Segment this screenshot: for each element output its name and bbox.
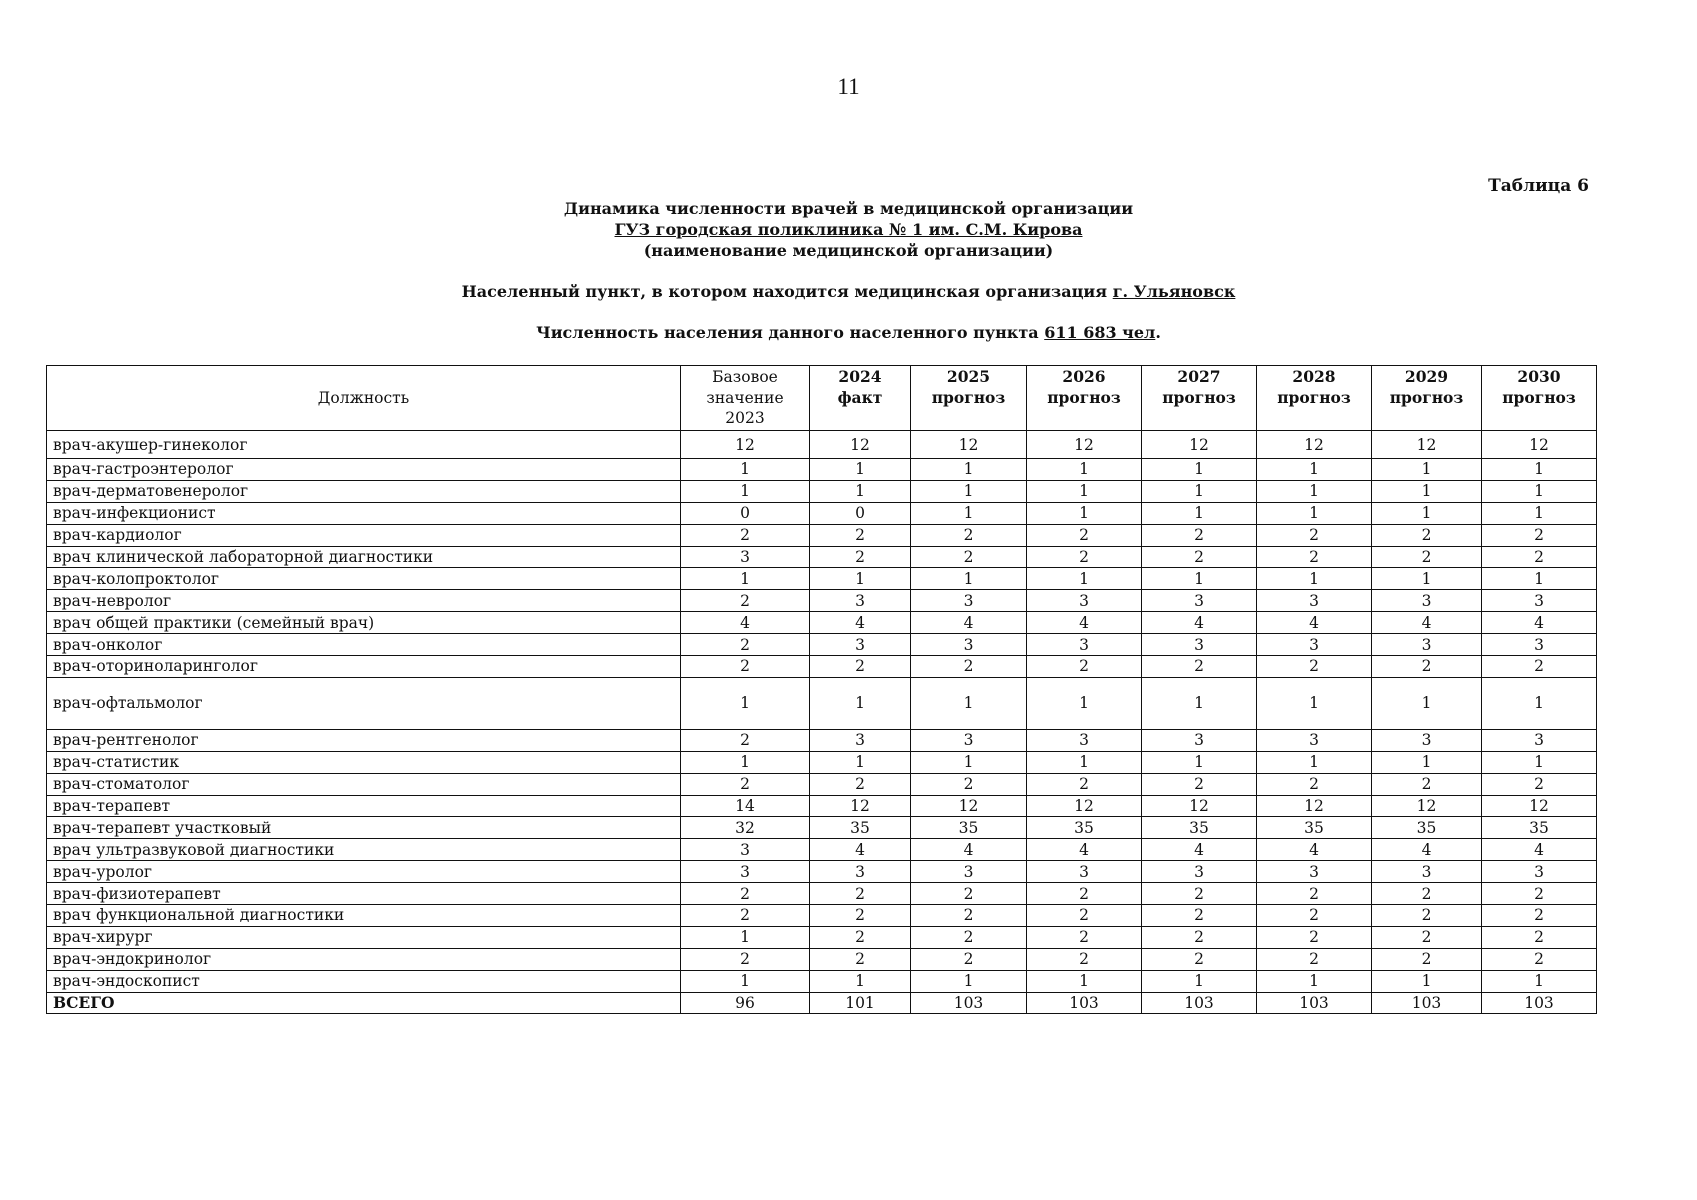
position-name-cell: ВСЕГО — [47, 992, 681, 1014]
value-cell: 2 — [1482, 656, 1597, 678]
table-row — [47, 817, 1597, 839]
value-cell: 2 — [1372, 656, 1482, 678]
value-cell: 2 — [1142, 926, 1257, 948]
value-cell: 2 — [1482, 926, 1597, 948]
value-cell: 12 — [911, 795, 1027, 817]
header-2025 — [911, 366, 1027, 431]
table-row — [47, 948, 1597, 970]
value-cell: 2 — [1257, 524, 1372, 546]
table-row — [47, 590, 1597, 612]
value-cell: 96 — [681, 992, 810, 1014]
value-cell: 3 — [1482, 634, 1597, 656]
value-cell: 3 — [1142, 729, 1257, 751]
position-name-cell: врач-терапевт — [47, 795, 681, 817]
value-cell: 3 — [810, 634, 911, 656]
value-cell: 0 — [810, 502, 911, 524]
population-value: 611 683 чел — [1044, 323, 1156, 342]
position-name-cell: врач-акушер-гинеколог — [47, 431, 681, 459]
table-row — [47, 751, 1597, 773]
value-cell: 2 — [1142, 524, 1257, 546]
position-name-cell: врач-инфекционист — [47, 502, 681, 524]
value-cell: 3 — [1257, 590, 1372, 612]
value-cell: 12 — [810, 431, 911, 459]
value-cell: 1 — [681, 751, 810, 773]
value-cell: 2 — [681, 948, 810, 970]
value-cell: 4 — [1372, 612, 1482, 634]
header-2026-kind: прогноз — [1047, 387, 1121, 407]
value-cell: 2 — [1257, 905, 1372, 927]
value-cell: 2 — [681, 656, 810, 678]
value-cell: 12 — [911, 431, 1027, 459]
table-row — [47, 546, 1597, 568]
table-row — [47, 883, 1597, 905]
population-line — [0, 322, 1697, 343]
value-cell: 4 — [810, 612, 911, 634]
value-cell: 1 — [1257, 970, 1372, 992]
settlement-label: Населенный пункт, в котором находится медицинская организация — [461, 282, 1108, 301]
value-cell: 1 — [1257, 480, 1372, 502]
header-2028-kind: прогноз — [1277, 387, 1351, 407]
header-base-line2: значение — [706, 388, 784, 407]
header-2029-kind: прогноз — [1389, 387, 1464, 407]
value-cell: 1 — [1372, 970, 1482, 992]
value-cell: 3 — [1027, 861, 1142, 883]
value-cell: 2 — [681, 729, 810, 751]
position-name-cell: врач-онколог — [47, 634, 681, 656]
value-cell: 1 — [1027, 677, 1142, 729]
value-cell: 2 — [1142, 905, 1257, 927]
value-cell: 2 — [1482, 546, 1597, 568]
value-cell: 3 — [911, 590, 1027, 612]
value-cell: 2 — [1142, 883, 1257, 905]
table-row — [47, 839, 1597, 861]
staffing-table-wrap — [46, 365, 1596, 1014]
value-cell: 1 — [1142, 568, 1257, 590]
value-cell: 1 — [1027, 480, 1142, 502]
value-cell: 3 — [1482, 861, 1597, 883]
table-label: Таблица 6 — [1488, 176, 1589, 196]
settlement-value: г. Ульяновск — [1112, 282, 1236, 301]
value-cell: 4 — [1482, 612, 1597, 634]
value-cell: 3 — [1482, 590, 1597, 612]
header-2030-year: 2030 — [1517, 367, 1561, 387]
value-cell: 35 — [1482, 817, 1597, 839]
value-cell: 101 — [810, 992, 911, 1014]
value-cell: 1 — [1257, 502, 1372, 524]
table-row — [47, 634, 1597, 656]
header-2029 — [1372, 366, 1482, 431]
value-cell: 2 — [1257, 883, 1372, 905]
value-cell: 2 — [911, 773, 1027, 795]
value-cell: 3 — [1372, 590, 1482, 612]
value-cell: 2 — [1027, 656, 1142, 678]
position-name-cell: врач-невролог — [47, 590, 681, 612]
header-2026-year: 2026 — [1062, 367, 1106, 387]
table-body — [47, 431, 1597, 1014]
value-cell: 3 — [1372, 634, 1482, 656]
value-cell: 2 — [1482, 883, 1597, 905]
value-cell: 4 — [911, 612, 1027, 634]
value-cell: 12 — [1372, 431, 1482, 459]
header-base — [681, 366, 810, 431]
position-name-cell: врач-кардиолог — [47, 524, 681, 546]
value-cell: 1 — [681, 970, 810, 992]
value-cell: 1 — [1482, 677, 1597, 729]
value-cell: 1 — [1372, 677, 1482, 729]
value-cell: 2 — [1142, 656, 1257, 678]
value-cell: 2 — [1027, 524, 1142, 546]
value-cell: 4 — [1257, 612, 1372, 634]
value-cell: 0 — [681, 502, 810, 524]
value-cell: 1 — [911, 459, 1027, 481]
value-cell: 14 — [681, 795, 810, 817]
table-row — [47, 795, 1597, 817]
value-cell: 4 — [681, 612, 810, 634]
value-cell: 2 — [681, 905, 810, 927]
value-cell: 1 — [681, 480, 810, 502]
value-cell: 1 — [1372, 751, 1482, 773]
value-cell: 1 — [681, 677, 810, 729]
value-cell: 4 — [1372, 839, 1482, 861]
position-name-cell: врач-уролог — [47, 861, 681, 883]
value-cell: 2 — [911, 656, 1027, 678]
value-cell: 1 — [681, 926, 810, 948]
header-2027 — [1142, 366, 1257, 431]
value-cell: 2 — [1027, 905, 1142, 927]
value-cell: 3 — [1027, 590, 1142, 612]
value-cell: 4 — [1027, 839, 1142, 861]
header-position: Должность — [47, 366, 681, 431]
value-cell: 12 — [1142, 795, 1257, 817]
value-cell: 1 — [1482, 480, 1597, 502]
value-cell: 4 — [1142, 839, 1257, 861]
table-row — [47, 568, 1597, 590]
table-row — [47, 970, 1597, 992]
value-cell: 3 — [1482, 729, 1597, 751]
document-header — [0, 198, 1697, 343]
value-cell: 2 — [810, 546, 911, 568]
value-cell: 2 — [810, 773, 911, 795]
population-label: Численность населения данного населенного пункта — [536, 323, 1039, 342]
value-cell: 2 — [1257, 546, 1372, 568]
header-2024-kind: факт — [837, 387, 883, 407]
value-cell: 2 — [1027, 546, 1142, 568]
value-cell: 3 — [1257, 634, 1372, 656]
value-cell: 3 — [911, 634, 1027, 656]
header-2029-year: 2029 — [1404, 367, 1449, 387]
value-cell: 103 — [1372, 992, 1482, 1014]
value-cell: 3 — [911, 729, 1027, 751]
header-2025-year: 2025 — [946, 367, 991, 387]
header-base-line1: Базовое — [712, 368, 778, 387]
value-cell: 103 — [1027, 992, 1142, 1014]
document-title: Динамика численности врачей в медицинской организации — [563, 199, 1134, 218]
value-cell: 2 — [1372, 773, 1482, 795]
value-cell: 2 — [810, 656, 911, 678]
header-2028 — [1257, 366, 1372, 431]
position-name-cell: врач ультразвуковой диагностики — [47, 839, 681, 861]
value-cell: 1 — [1257, 751, 1372, 773]
value-cell: 1 — [1372, 480, 1482, 502]
value-cell: 4 — [911, 839, 1027, 861]
value-cell: 3 — [810, 729, 911, 751]
value-cell: 2 — [911, 883, 1027, 905]
value-cell: 1 — [1482, 459, 1597, 481]
value-cell: 1 — [911, 677, 1027, 729]
position-name-cell: врач-статистик — [47, 751, 681, 773]
value-cell: 2 — [681, 883, 810, 905]
organization-name: ГУЗ городская поликлиника № 1 им. С.М. Кирова — [614, 220, 1083, 239]
table-row — [47, 905, 1597, 927]
settlement-line — [0, 281, 1697, 302]
value-cell: 1 — [810, 970, 911, 992]
value-cell: 3 — [1142, 590, 1257, 612]
value-cell: 4 — [1257, 839, 1372, 861]
header-2028-year: 2028 — [1292, 367, 1336, 387]
value-cell: 1 — [810, 751, 911, 773]
value-cell: 1 — [1027, 502, 1142, 524]
table-row — [47, 677, 1597, 729]
value-cell: 1 — [1142, 502, 1257, 524]
value-cell: 1 — [1257, 677, 1372, 729]
value-cell: 12 — [1027, 431, 1142, 459]
value-cell: 2 — [1372, 546, 1482, 568]
value-cell: 2 — [1257, 773, 1372, 795]
position-name-cell: врач-рентгенолог — [47, 729, 681, 751]
value-cell: 2 — [911, 926, 1027, 948]
value-cell: 1 — [1372, 568, 1482, 590]
value-cell: 4 — [1027, 612, 1142, 634]
value-cell: 2 — [1372, 905, 1482, 927]
value-cell: 2 — [911, 524, 1027, 546]
value-cell: 2 — [911, 948, 1027, 970]
value-cell: 1 — [1482, 970, 1597, 992]
value-cell: 12 — [810, 795, 911, 817]
value-cell: 35 — [1372, 817, 1482, 839]
value-cell: 3 — [911, 861, 1027, 883]
page-number: 11 — [837, 74, 860, 99]
value-cell: 1 — [1027, 459, 1142, 481]
value-cell: 1 — [681, 568, 810, 590]
value-cell: 12 — [1482, 795, 1597, 817]
value-cell: 12 — [1257, 795, 1372, 817]
position-name-cell: врач-физиотерапевт — [47, 883, 681, 905]
header-2027-year: 2027 — [1177, 367, 1221, 387]
value-cell: 103 — [911, 992, 1027, 1014]
value-cell: 2 — [1027, 948, 1142, 970]
value-cell: 2 — [681, 590, 810, 612]
value-cell: 3 — [810, 861, 911, 883]
value-cell: 1 — [681, 459, 810, 481]
value-cell: 2 — [1027, 883, 1142, 905]
value-cell: 1 — [1142, 751, 1257, 773]
header-2030 — [1482, 366, 1597, 431]
value-cell: 1 — [1027, 751, 1142, 773]
value-cell: 35 — [810, 817, 911, 839]
table-row — [47, 656, 1597, 678]
value-cell: 103 — [1142, 992, 1257, 1014]
value-cell: 2 — [1142, 773, 1257, 795]
value-cell: 1 — [911, 502, 1027, 524]
value-cell: 1 — [911, 480, 1027, 502]
value-cell: 2 — [1027, 773, 1142, 795]
value-cell: 35 — [1027, 817, 1142, 839]
value-cell: 1 — [1482, 502, 1597, 524]
position-name-cell: врач-стоматолог — [47, 773, 681, 795]
header-2027-kind: прогноз — [1162, 387, 1236, 407]
value-cell: 1 — [1257, 568, 1372, 590]
value-cell: 2 — [1482, 773, 1597, 795]
value-cell: 2 — [810, 926, 911, 948]
value-cell: 4 — [810, 839, 911, 861]
value-cell: 1 — [1142, 459, 1257, 481]
value-cell: 1 — [1142, 677, 1257, 729]
value-cell: 2 — [1257, 948, 1372, 970]
value-cell: 12 — [1142, 431, 1257, 459]
position-name-cell: врач-колопроктолог — [47, 568, 681, 590]
table-row — [47, 431, 1597, 459]
value-cell: 3 — [1372, 861, 1482, 883]
value-cell: 12 — [1372, 795, 1482, 817]
value-cell: 2 — [1372, 926, 1482, 948]
value-cell: 35 — [1142, 817, 1257, 839]
table-total-row — [47, 992, 1597, 1014]
value-cell: 2 — [810, 524, 911, 546]
value-cell: 12 — [1027, 795, 1142, 817]
value-cell: 2 — [1372, 524, 1482, 546]
value-cell: 1 — [1257, 459, 1372, 481]
table-row — [47, 612, 1597, 634]
value-cell: 1 — [810, 480, 911, 502]
value-cell: 4 — [1142, 612, 1257, 634]
header-2026 — [1027, 366, 1142, 431]
value-cell: 3 — [1027, 634, 1142, 656]
staffing-table — [46, 365, 1597, 1014]
value-cell: 3 — [1142, 861, 1257, 883]
value-cell: 3 — [681, 546, 810, 568]
value-cell: 2 — [681, 634, 810, 656]
value-cell: 1 — [1482, 751, 1597, 773]
value-cell: 35 — [911, 817, 1027, 839]
table-row — [47, 861, 1597, 883]
position-name-cell: врач функциональной диагностики — [47, 905, 681, 927]
value-cell: 2 — [1372, 883, 1482, 905]
position-name-cell: врач-эндоскопист — [47, 970, 681, 992]
position-name-cell: врач-дерматовенеролог — [47, 480, 681, 502]
value-cell: 3 — [1027, 729, 1142, 751]
value-cell: 1 — [911, 751, 1027, 773]
value-cell: 3 — [681, 839, 810, 861]
value-cell: 103 — [1257, 992, 1372, 1014]
value-cell: 1 — [1142, 970, 1257, 992]
value-cell: 12 — [1257, 431, 1372, 459]
value-cell: 1 — [1027, 970, 1142, 992]
value-cell: 1 — [1482, 568, 1597, 590]
position-name-cell: врач-эндокринолог — [47, 948, 681, 970]
value-cell: 2 — [1142, 948, 1257, 970]
value-cell: 3 — [1142, 634, 1257, 656]
value-cell: 32 — [681, 817, 810, 839]
position-name-cell: врач-офтальмолог — [47, 677, 681, 729]
value-cell: 12 — [681, 431, 810, 459]
value-cell: 1 — [810, 459, 911, 481]
value-cell: 1 — [1372, 502, 1482, 524]
table-row — [47, 502, 1597, 524]
value-cell: 3 — [1257, 861, 1372, 883]
organization-caption: (наименование медицинской организации) — [643, 241, 1054, 260]
position-name-cell: врач клинической лабораторной диагностики — [47, 546, 681, 568]
value-cell: 1 — [911, 970, 1027, 992]
value-cell: 3 — [1372, 729, 1482, 751]
value-cell: 1 — [1142, 480, 1257, 502]
value-cell: 2 — [810, 883, 911, 905]
header-base-line3: 2023 — [725, 409, 765, 428]
value-cell: 2 — [1482, 948, 1597, 970]
header-2025-kind: прогноз — [931, 387, 1006, 407]
value-cell: 1 — [810, 677, 911, 729]
table-row — [47, 773, 1597, 795]
position-name-cell: врач-хирург — [47, 926, 681, 948]
table-row — [47, 524, 1597, 546]
value-cell: 2 — [1482, 905, 1597, 927]
value-cell: 2 — [1257, 656, 1372, 678]
value-cell: 2 — [1372, 948, 1482, 970]
value-cell: 2 — [681, 773, 810, 795]
value-cell: 2 — [1482, 524, 1597, 546]
value-cell: 1 — [1372, 459, 1482, 481]
table-row — [47, 729, 1597, 751]
value-cell: 1 — [810, 568, 911, 590]
header-2024-year: 2024 — [838, 367, 882, 387]
position-name-cell: врач-терапевт участковый — [47, 817, 681, 839]
value-cell: 103 — [1482, 992, 1597, 1014]
table-row — [47, 480, 1597, 502]
value-cell: 3 — [810, 590, 911, 612]
value-cell: 2 — [810, 948, 911, 970]
value-cell: 1 — [1027, 568, 1142, 590]
value-cell: 2 — [1027, 926, 1142, 948]
value-cell: 3 — [1257, 729, 1372, 751]
value-cell: 4 — [1482, 839, 1597, 861]
table-row — [47, 926, 1597, 948]
value-cell: 35 — [1257, 817, 1372, 839]
header-2030-kind: прогноз — [1502, 387, 1576, 407]
value-cell: 2 — [810, 905, 911, 927]
value-cell: 2 — [1142, 546, 1257, 568]
value-cell: 2 — [1257, 926, 1372, 948]
table-header-row — [47, 366, 1597, 431]
value-cell: 2 — [911, 905, 1027, 927]
position-name-cell: врач общей практики (семейный врач) — [47, 612, 681, 634]
value-cell: 2 — [681, 524, 810, 546]
value-cell: 2 — [911, 546, 1027, 568]
value-cell: 12 — [1482, 431, 1597, 459]
population-suffix: . — [1155, 323, 1161, 342]
position-name-cell: врач-оториноларинголог — [47, 656, 681, 678]
position-name-cell: врач-гастроэнтеролог — [47, 459, 681, 481]
header-2024 — [810, 366, 911, 431]
table-row — [47, 459, 1597, 481]
value-cell: 3 — [681, 861, 810, 883]
value-cell: 1 — [911, 568, 1027, 590]
